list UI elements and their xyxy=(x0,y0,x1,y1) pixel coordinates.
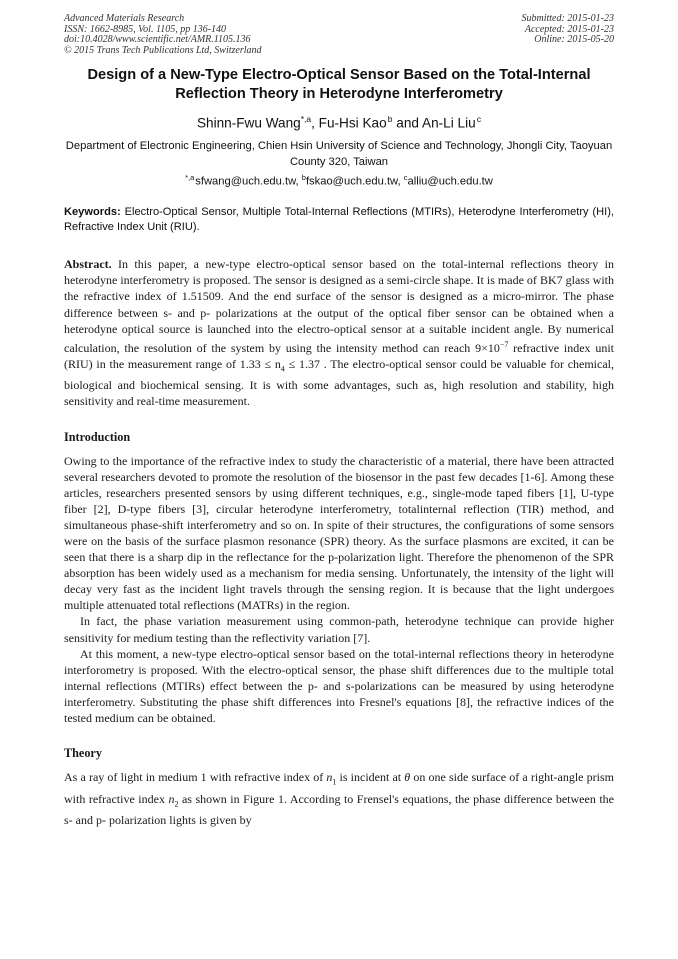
symbol-theta: θ xyxy=(404,770,411,785)
author-2-marker: b xyxy=(387,114,393,124)
online-date: Online: 2015-05-20 xyxy=(534,34,614,45)
journal-doi: doi:10.4028/www.scientific.net/AMR.1105.136 xyxy=(64,34,251,45)
theory-text-3: on one side surface of a right-angle prism with refractive index xyxy=(64,770,614,806)
theory-text-4: as shown in Figure 1. According to Frensel's equations, the phase difference between the s- and p- polarization lights is given by xyxy=(64,791,614,828)
author-list xyxy=(64,114,614,131)
symbol-n1: n xyxy=(326,770,333,785)
abstract-label: Abstract. xyxy=(64,257,112,272)
abstract-text-1: In this paper, a new-type electro-optical sensor based on the total-internal reflections theory in heterodyne interferometry is proposed. The sensor is designed as a semi-circle shape. It is made of BK7 glass with the refractive index of 1.51509. And the end surface of the sensor is designed as a micro-mirror. The phase difference between s- and p- polarizations at the output of the optical fiber sensor can be obtained when a heterodyne optical source is launched into the electro-optical sensor at a suitable incident angle. By numerical calculation, the resolution of the system by using the intensity method can reach xyxy=(64,257,614,355)
journal-info xyxy=(64,14,262,56)
theory-text-1: As a ray of light in medium 1 with refractive index of xyxy=(64,770,327,785)
submitted-date: Submitted: 2015-01-23 xyxy=(521,13,614,24)
math-range-end: ≤ 1.37 xyxy=(284,356,320,371)
author-2: , Fu-Hsi Kao xyxy=(311,115,387,131)
symbol-n2: n xyxy=(168,791,175,806)
title-line-1: Design of a New-Type Electro-Optical Sensor Based on the Total-Internal xyxy=(87,67,591,83)
symbol-n2-subscript: 2 xyxy=(174,798,179,808)
abstract-text-2: refractive index unit (RIU) in the measurement range of xyxy=(64,340,614,371)
journal-copyright: © 2015 Trans Tech Publications Ltd, Switzerland xyxy=(64,44,262,56)
theory-text-2: is incident at xyxy=(336,770,405,785)
keywords xyxy=(64,205,614,235)
theory-heading: Theory xyxy=(64,746,102,761)
symbol-n1-subscript: 1 xyxy=(332,777,337,787)
journal-issn: ISSN: 1662-8985, Vol. 1105, pp 136-140 xyxy=(64,23,227,35)
abstract xyxy=(64,256,614,409)
author-3-marker: c xyxy=(476,114,482,124)
introduction-heading: Introduction xyxy=(64,429,131,444)
email-1[interactable]: sfwang@uch.edu.tw, xyxy=(195,175,302,188)
author-3: and An-Li Liu xyxy=(392,115,476,131)
email-1-marker: *,a xyxy=(185,172,195,182)
keywords-label: Keywords: xyxy=(64,206,121,219)
submission-dates xyxy=(522,14,615,46)
theory-paragraph xyxy=(64,769,614,828)
author-emails xyxy=(64,173,614,188)
intro-paragraph-1: Owing to the importance of the refractive index to study the characteristic of a material, there have been attracted several researchers devoted to promote the resolution of the biosensor in the past few decades [1-6]. Among these articles, researchers presented sensors by using different techniques, e.g., single-mode taped fibers [1], U-type fiber [2], D-type fibers [3], circular heterodyne interferometry, totalinternal reflection (TIR) method, and simultaneous phase-shift interferometry and so on. In spite of their structures, the configurations of some sensors were on the basis of the surface plasmon resonance (SPR) theory. As the surface plasmons are excited, it can be seen that there is a sharp dip in the reflectance for the p-polarization light. Therefore the phenomenon of the SPR absorption has been widely used as a mechanism for media sensing. Unfortunately, the intensity of the light will decay very fast as the incident light travels through the sensing region. It is because that the light undergoes multiple attenuated total reflections (MATRs) in the region. xyxy=(64,453,614,613)
journal-name: Advanced Materials Research xyxy=(64,13,185,24)
paper-title xyxy=(64,66,614,104)
title-line-2: Reflection Theory in Heterodyne Interferometry xyxy=(175,86,503,102)
paper-page xyxy=(64,14,614,828)
author-1: Shinn-Fwu Wang xyxy=(196,115,301,131)
keywords-text: Electro-Optical Sensor, Multiple Total-Internal Reflections (MTIRs), Heterodyne Interferometry (HI), Refractive Index Unit (RIU). xyxy=(64,206,614,234)
intro-paragraph-2: In fact, the phase variation measurement using common-path, heterodyne technique can provide higher sensitivity for medium testing than the reflectivity variation [7]. xyxy=(64,614,614,645)
math-range-subscript: 4 xyxy=(280,364,285,374)
math-range-start: 1.33 ≤ n xyxy=(239,356,281,371)
email-2[interactable]: fskao@uch.edu.tw, xyxy=(305,175,404,188)
math-resolution-exponent: −7 xyxy=(499,339,509,349)
math-resolution: 9×10 xyxy=(475,340,500,355)
affiliation: Department of Electronic Engineering, Chien Hsin University of Science and Technology, Jhongli City, Taoyuan County 320, Taiwan xyxy=(65,139,613,168)
intro-paragraph-3: At this moment, a new-type electro-optical sensor based on the total-internal reflections theory in heterodyne interforometry is proposed. With the electro-optical sensor, the phase shift differences due to the multiple total internal reflections (MTIRs) effect between the p- and s-polarizations can be measured by using heterodyne interferometry. Substituting the phase shift differences into Fresnel's equations [8], the refractive indices of the tested medium can be obtained. xyxy=(64,646,614,725)
accepted-date: Accepted: 2015-01-23 xyxy=(524,23,614,35)
email-3[interactable]: alliu@uch.edu.tw xyxy=(407,175,493,188)
author-1-marker: *,a xyxy=(300,114,312,124)
email-3-marker: c xyxy=(403,172,408,182)
email-2-marker: b xyxy=(301,172,306,182)
abstract-text-3: . The electro-optical sensor could be valuable for chemical, biological and biochemical sensing. It is with some advantages, such as, high resolution and stability, high sensitivity and real-time measurement. xyxy=(64,356,615,409)
journal-header xyxy=(64,14,614,66)
